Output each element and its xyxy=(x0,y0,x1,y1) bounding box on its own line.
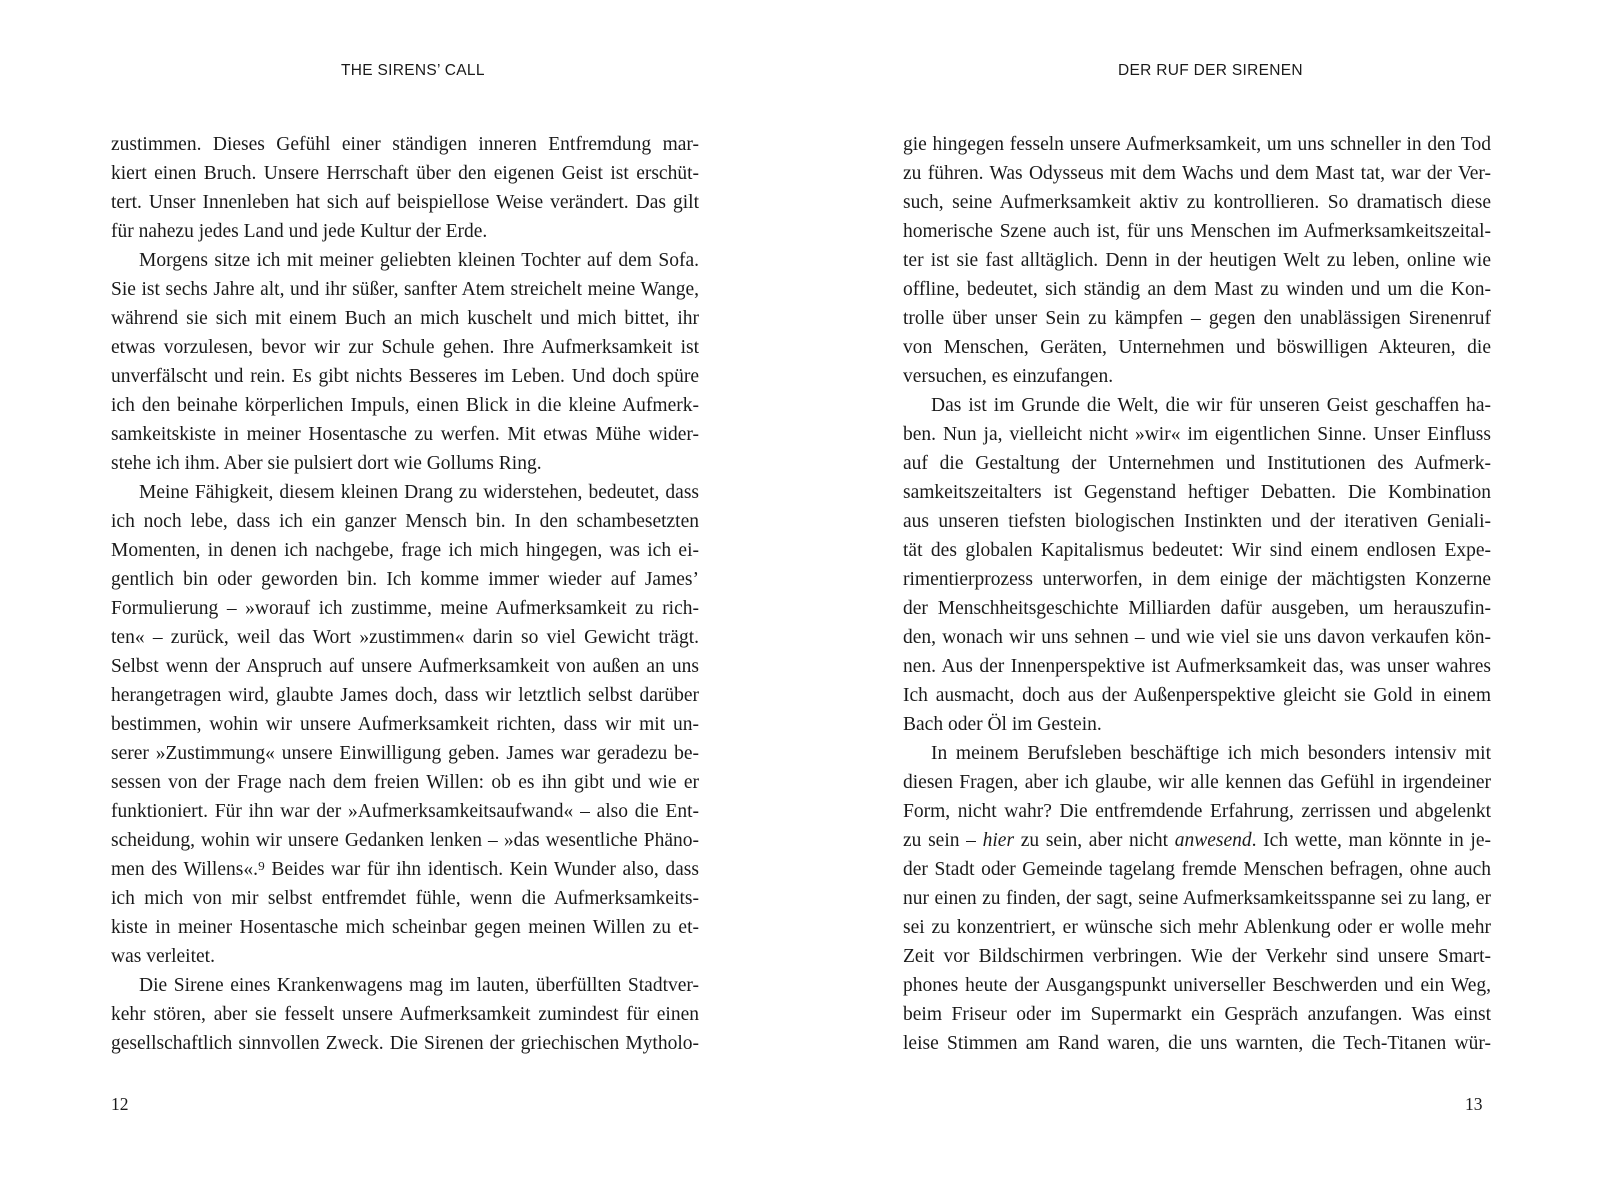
text-line: scheidung, wohin wir unsere Gedanken lenken – »das wesentliche Phäno- xyxy=(111,830,699,851)
text-line: etwas vorzulesen, bevor wir zur Schule gehen. Ihre Aufmerksamkeit ist xyxy=(111,337,699,358)
text-line: offline, bedeutet, sich ständig an dem Mast zu winden und um die Kon- xyxy=(903,279,1491,300)
text-line: trolle über unser Sein zu kämpfen – gegen den unablässigen Sirenenruf xyxy=(903,308,1491,329)
text-line: samkeitskiste in meiner Hosentasche zu werfen. Mit etwas Mühe wider- xyxy=(111,424,699,445)
text-line: beim Friseur oder im Supermarkt ein Gespräch anzufangen. Was einst xyxy=(903,1004,1491,1025)
text-line: was verleitet. xyxy=(111,946,215,967)
text-line: ten« – zurück, weil das Wort »zustimmen« darin so viel Gewicht trägt. xyxy=(111,627,699,648)
text-line: Das ist im Grunde die Welt, die wir für unseren Geist geschaffen ha- xyxy=(931,395,1491,416)
text-line: kiert einen Bruch. Unsere Herrschaft über den eigenen Geist ist erschüt- xyxy=(111,163,699,184)
text-line: In meinem Berufsleben beschäftige ich mich besonders intensiv mit xyxy=(931,743,1491,764)
emphasis-anwesend: anwesend xyxy=(1174,830,1252,851)
right-page xyxy=(800,0,1600,1186)
text-segment: zu sein – xyxy=(903,830,983,851)
text-line: für nahezu jedes Land und jede Kultur der Erde. xyxy=(111,221,488,242)
text-line: nur einen zu finden, der sagt, seine Aufmerksamkeitsspanne sei zu lang, er xyxy=(903,888,1491,909)
text-line: kehr stören, aber sie fesselt unsere Aufmerksamkeit zumindest für einen xyxy=(111,1004,699,1025)
text-line: diesen Fragen, aber ich glaube, wir alle kennen das Gefühl in irgendeiner xyxy=(903,772,1491,793)
text-line: sessen von der Frage nach dem freien Willen: ob es ihn gibt und wie er xyxy=(111,772,699,793)
text-line: funktioniert. Für ihn war der »Aufmerksamkeitsaufwand« – also die Ent- xyxy=(111,801,699,822)
text-line: der Menschheitsgeschichte Milliarden dafür ausgeben, um herauszufin- xyxy=(903,598,1491,619)
text-line: der Stadt oder Gemeinde tagelang fremde Menschen befragen, ohne auch xyxy=(903,859,1491,880)
emphasis-hier: hier xyxy=(982,830,1015,851)
running-head-left: THE SIRENS’ CALL xyxy=(341,62,485,79)
text-line: bestimmen, wohin wir unsere Aufmerksamkeit richten, dass wir mit un- xyxy=(111,714,699,735)
text-line: gesellschaftlich sinnvollen Zweck. Die Sirenen der griechischen Mytholo- xyxy=(111,1033,699,1054)
text-line: Meine Fähigkeit, diesem kleinen Drang zu widerstehen, bedeutet, dass xyxy=(139,482,699,503)
text-line: gentlich bin oder geworden bin. Ich komme immer wieder auf James’ xyxy=(111,569,699,590)
body-text-right xyxy=(903,130,1491,1058)
text-line: Form, nicht wahr? Die entfremdende Erfahrung, zerrissen und abgelenkt xyxy=(903,801,1491,822)
text-line: Morgens sitze ich mit meiner geliebten kleinen Tochter auf dem Sofa. xyxy=(139,250,699,271)
text-line: kiste in meiner Hosentasche mich scheinbar gegen meinen Willen zu et- xyxy=(111,917,699,938)
text-line: herangetragen wird, glaubte James doch, dass wir letztlich selbst darüber xyxy=(111,685,699,706)
text-line: men des Willens«.⁹ Beides war für ihn identisch. Kein Wunder also, dass xyxy=(111,859,699,880)
text-segment: zu sein, aber nicht xyxy=(1014,830,1175,851)
text-line: homerische Szene auch ist, für uns Menschen im Aufmerksamkeitszeital- xyxy=(903,221,1491,242)
text-line: Die Sirene eines Krankenwagens mag im lauten, überfüllten Stadtver- xyxy=(139,975,699,996)
text-line: ter ist sie fast alltäglich. Denn in der heutigen Welt zu leben, online wie xyxy=(903,250,1491,271)
text-line: such, seine Aufmerksamkeit aktiv zu kontrollieren. So dramatisch diese xyxy=(903,192,1491,213)
text-line: samkeitszeitalters ist Gegenstand heftiger Debatten. Die Kombination xyxy=(903,482,1491,503)
text-line: den, wonach wir uns sehnen – und wie viel sie uns davon verkaufen kön- xyxy=(903,627,1491,648)
body-text-left xyxy=(111,130,699,1058)
text-line: ich noch lebe, dass ich ein ganzer Mensch bin. In den schambesetzten xyxy=(111,511,699,532)
text-line: serer »Zustimmung« unsere Einwilligung geben. James war geradezu be- xyxy=(111,743,699,764)
text-line-with-emphasis xyxy=(903,826,1491,855)
text-line: nen. Aus der Innenperspektive ist Aufmerksamkeit das, was unser wahres xyxy=(903,656,1491,677)
text-line: Bach oder Öl im Gestein. xyxy=(903,714,1102,735)
text-line: tert. Unser Innenleben hat sich auf beispiellose Weise verändert. Das gilt xyxy=(111,192,699,213)
text-line: stehe ich ihm. Aber sie pulsiert dort wie Gollums Ring. xyxy=(111,453,542,474)
text-line: sei zu konzentriert, er wünsche sich mehr Ablenkung oder er wolle mehr xyxy=(903,917,1491,938)
page-number-right: 13 xyxy=(1465,1094,1483,1114)
text-line: aus unseren tiefsten biologischen Instinkten und der iterativen Geniali- xyxy=(903,511,1491,532)
text-line: Sie ist sechs Jahre alt, und ihr süßer, sanfter Atem streichelt meine Wange, xyxy=(111,279,699,300)
text-line: Formulierung – »worauf ich zustimme, meine Aufmerksamkeit zu rich- xyxy=(111,598,699,619)
text-line: Momenten, in denen ich nachgebe, frage ich mich hingegen, was ich ei- xyxy=(111,540,699,561)
running-head-right: DER RUF DER SIRENEN xyxy=(1118,62,1303,79)
text-line: während sie sich mit einem Buch an mich kuschelt und mich bittet, ihr xyxy=(111,308,699,329)
text-line: ich mich von mir selbst entfremdet fühle, wenn die Aufmerksamkeits- xyxy=(111,888,699,909)
text-line: leise Stimmen am Rand waren, die uns warnten, die Tech-Titanen wür- xyxy=(903,1033,1491,1054)
page-number-left: 12 xyxy=(111,1094,129,1114)
text-segment: . Ich wette, man könnte in je- xyxy=(1251,830,1491,851)
text-line: Ich ausmacht, doch aus der Außenperspektive gleicht sie Gold in einem xyxy=(903,685,1491,706)
text-line: versuchen, es einzufangen. xyxy=(903,366,1114,387)
text-line: von Menschen, Geräten, Unternehmen und böswilligen Akteuren, die xyxy=(903,337,1491,358)
text-line: phones heute der Ausgangspunkt universeller Beschwerden und ein Weg, xyxy=(903,975,1491,996)
text-line: ben. Nun ja, vielleicht nicht »wir« im eigentlichen Sinne. Unser Einfluss xyxy=(903,424,1491,445)
text-line: zustimmen. Dieses Gefühl einer ständigen inneren Entfremdung mar- xyxy=(111,134,699,155)
text-line: Zeit vor Bildschirmen verbringen. Wie der Verkehr sind unsere Smart- xyxy=(903,946,1491,967)
text-line: gie hingegen fesseln unsere Aufmerksamkeit, um uns schneller in den Tod xyxy=(903,134,1491,155)
text-line: auf die Gestaltung der Unternehmen und Institutionen des Aufmerk- xyxy=(903,453,1491,474)
text-line: ich den beinahe körperlichen Impuls, einen Blick in die kleine Aufmerk- xyxy=(111,395,699,416)
text-line: Selbst wenn der Anspruch auf unsere Aufmerksamkeit von außen an uns xyxy=(111,656,699,677)
text-line: tät des globalen Kapitalismus bedeutet: Wir sind einem endlosen Expe- xyxy=(903,540,1491,561)
text-line: unverfälscht und rein. Es gibt nichts Besseres im Leben. Und doch spüre xyxy=(111,366,699,387)
text-line: rimentierprozess unterworfen, in dem einige der mächtigsten Konzerne xyxy=(903,569,1491,590)
text-line: zu führen. Was Odysseus mit dem Wachs und dem Mast tat, war der Ver- xyxy=(903,163,1491,184)
